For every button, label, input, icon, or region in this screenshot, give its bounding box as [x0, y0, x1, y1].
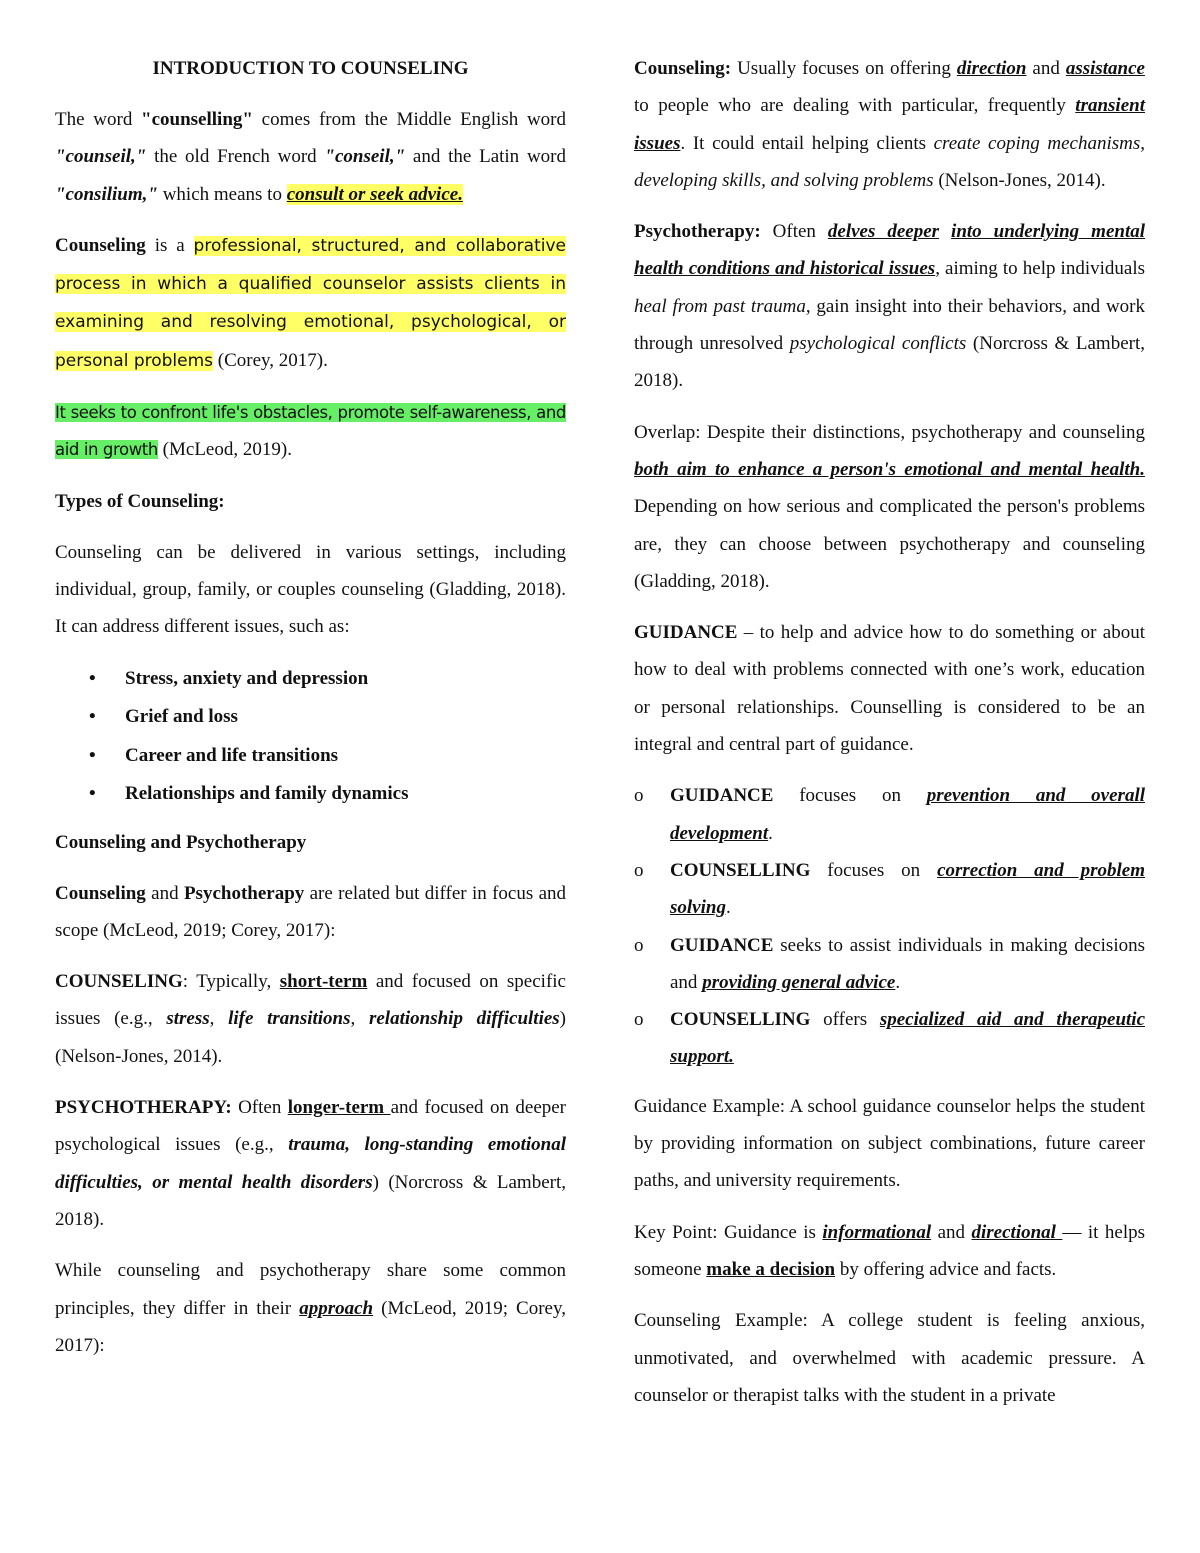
term-counselling: COUNSELLING: [670, 1009, 811, 1031]
term-emphasis: correction and problem solving: [670, 859, 1145, 919]
text-run: Usually focuses on offering: [731, 58, 957, 79]
counseling-description: [55, 963, 566, 1075]
term-counseil: "counseil,": [55, 146, 147, 168]
list-item: [634, 927, 1145, 1002]
approach-paragraph: [55, 1252, 566, 1364]
citation: (McLeod, 2019).: [157, 439, 292, 461]
term-both-aim: both aim to enhance a person's emotional and mental health.: [634, 458, 1145, 480]
highlight-consult-advice: consult or seek advice.: [286, 183, 463, 205]
text-run: are related but differ in focus and scope (McLeod, 2019; Corey, 2017):: [55, 882, 567, 941]
list-item: [89, 660, 566, 699]
types-paragraph: Counseling can be delivered in various settings, including individual, group, family, or couples counseling (Gladding, 2018). It can address different issues, such as:: [55, 541, 566, 638]
guidance-definition: [634, 614, 1145, 763]
list-item-label: Career and life transitions: [125, 744, 339, 766]
text-run: Key Point: Guidance is: [634, 1221, 823, 1243]
circle-bullet-icon: o: [634, 934, 644, 956]
list-item: [89, 737, 566, 776]
counseling-psychotherapy-heading: Counseling and Psychotherapy: [55, 831, 307, 853]
bullet-icon: •: [89, 667, 96, 689]
text-run: .: [725, 897, 731, 919]
term-underlying-conditions: into underlying mental health conditions and historical issues: [634, 221, 1146, 280]
types-heading: Types of Counseling:: [55, 490, 225, 512]
example-life-transitions: life transitions: [228, 1008, 351, 1030]
psychotherapy-focus-paragraph: [634, 213, 1145, 399]
text-run: to people who are dealing with particular, frequently: [634, 95, 1076, 117]
term-psychotherapy-caps: PSYCHOTHERAPY:: [55, 1097, 232, 1119]
term-counseling: Counseling:: [634, 58, 732, 79]
left-column: [55, 46, 566, 1378]
text-run: and: [931, 1221, 972, 1243]
text-run: is a: [145, 234, 194, 256]
term-approach: approach: [299, 1297, 374, 1319]
italic-coping-mechanisms: create coping mechanisms, developing skills, and solving problems: [634, 132, 1145, 191]
text-run: the old French word: [146, 146, 325, 168]
text-run: .: [895, 971, 901, 993]
text-run: , gain insight into their behaviors, and work through unresolved: [634, 295, 1145, 355]
highlight-definition: professional, structured, and collaborative process in which a qualified counselor assists clients in examining and resolving emotional, psychological, or personal problems: [55, 235, 566, 371]
circle-bullet-icon: o: [634, 785, 644, 807]
term-informational: informational: [822, 1221, 932, 1243]
text-run: offers: [810, 1009, 880, 1031]
citation: (Corey, 2017).: [213, 349, 328, 371]
term-conseil: "conseil,": [324, 146, 406, 168]
text-run: by offering advice and facts.: [835, 1258, 1057, 1280]
term-psychotherapy: Psychotherapy: [183, 882, 305, 904]
term-transient-issues: transient issues: [634, 95, 1145, 154]
term-counseling: Counseling: [55, 882, 146, 904]
example-stress: stress: [166, 1008, 210, 1030]
text-run: , aiming to help individuals: [935, 258, 1145, 280]
text-run: comes from the Middle English word: [252, 109, 566, 130]
term-counseling-caps: COUNSELING: [55, 971, 183, 993]
bullet-icon: •: [89, 744, 96, 766]
citation: (Norcross & Lambert, 2018).: [634, 333, 1146, 392]
purpose-paragraph: [55, 394, 566, 469]
term-longer-term: longer-term: [287, 1097, 391, 1119]
term-short-term: short-term: [279, 971, 368, 993]
text-run: which means to: [157, 183, 287, 205]
example-relationship-difficulties: relationship difficulties: [368, 1008, 560, 1030]
list-item-label: Stress, anxiety and depression: [125, 667, 369, 689]
citation: (McLeod, 2019; Corey, 2017):: [55, 1297, 566, 1356]
text-run: and: [1026, 58, 1066, 79]
definition-paragraph: [55, 227, 566, 380]
list-item: [634, 852, 1145, 927]
list-item: [89, 698, 566, 737]
text-run: The word: [55, 109, 142, 130]
list-item: [634, 777, 1146, 852]
term-delves-deeper: delves deeper: [827, 221, 940, 243]
bullet-icon: •: [89, 783, 96, 805]
list-item-label: Grief and loss: [125, 706, 238, 728]
highlight-purpose: It seeks to confront life's obstacles, promote self-awareness, and aid in growth: [55, 403, 566, 460]
text-run: and focused on specific issues (e.g.,: [55, 971, 566, 1030]
term-emphasis: providing general advice: [702, 971, 896, 993]
list-item: [634, 1001, 1145, 1076]
term-emphasis: prevention and overall development: [670, 785, 1146, 844]
document-title: INTRODUCTION TO COUNSELING: [152, 58, 469, 79]
text-run: focuses on: [773, 785, 927, 807]
guidance-vs-counselling-list: [634, 777, 1145, 1075]
text-run: Depending on how serious and complicated the person's problems are, they can choose between psychotherapy and counseling (Gladding, 2018).: [634, 496, 1145, 592]
term-make-a-decision: make a decision: [706, 1258, 836, 1280]
text-run: Often: [231, 1097, 288, 1119]
right-column: [634, 46, 1145, 1428]
psychotherapy-description: [55, 1089, 566, 1238]
guidance-example: Guidance Example: A school guidance counselor helps the student by providing information on subject combinations, future career paths, and university requirements.: [634, 1095, 1145, 1192]
term-guidance: GUIDANCE: [634, 622, 738, 644]
term-guidance: GUIDANCE: [670, 785, 774, 807]
etymology-paragraph: [55, 101, 566, 213]
term-consilium: "consilium,": [55, 183, 158, 205]
term-psychotherapy: Psychotherapy:: [634, 221, 761, 243]
citation: ) (Norcross & Lambert, 2018).: [55, 1171, 566, 1230]
text-run: While counseling and psychotherapy share some common principles, they differ in their: [55, 1260, 566, 1319]
text-run: focuses on: [810, 859, 938, 881]
text-run: and the Latin word: [405, 146, 566, 168]
counseling-example: Counseling Example: A college student is feeling anxious, unmotivated, and overwhelmed with academic pressure. A counselor or therapist talks with the student in a private: [634, 1310, 1145, 1406]
overlap-paragraph: [634, 414, 1145, 600]
text-run: — it helps someone: [634, 1221, 1145, 1280]
term-counselling: COUNSELLING: [670, 859, 811, 881]
term-directional: directional: [971, 1221, 1063, 1243]
term-emphasis: specialized aid and therapeutic support.: [670, 1009, 1145, 1068]
list-item: [89, 775, 566, 814]
term-counseling: Counseling: [55, 234, 146, 256]
bullet-icon: •: [89, 706, 96, 728]
term-direction: direction: [956, 58, 1027, 79]
text-run: . It could entail helping clients: [680, 132, 934, 154]
circle-bullet-icon: o: [634, 1009, 644, 1031]
counseling-focus-paragraph: [634, 50, 1145, 199]
text-run: [939, 221, 951, 242]
list-item-label: Relationships and family dynamics: [125, 783, 409, 805]
italic-heal-trauma: heal from past trauma: [634, 295, 806, 317]
text-run: Overlap: Despite their distinctions, psychotherapy and counseling: [634, 421, 1145, 443]
text-run: seeks to assist individuals in making decisions and: [670, 934, 1145, 993]
italic-psychological-conflicts: psychological conflicts: [789, 333, 967, 355]
term-guidance: GUIDANCE: [670, 934, 774, 956]
text-run: and: [145, 882, 184, 904]
text-run: – to help and advice how to do something or about how to deal with problems connected with one’s work, education or personal relationships. Counselling is considered to be an integral and central part of guidance.: [634, 622, 1145, 756]
term-counselling: "counselling": [141, 109, 253, 130]
text-run: Often: [760, 221, 828, 243]
comparison-paragraph: [55, 875, 566, 950]
text-run: and focused on deeper psychological issues (e.g.,: [55, 1097, 567, 1156]
text-run: : Typically,: [182, 971, 280, 993]
text-run: ,: [209, 1008, 229, 1030]
term-assistance: assistance: [1065, 58, 1145, 79]
key-point-paragraph: [634, 1214, 1145, 1289]
citation: ) (Nelson-Jones, 2014).: [55, 1008, 566, 1067]
citation: (Nelson-Jones, 2014).: [933, 169, 1106, 191]
text-run: ,: [350, 1008, 369, 1030]
issues-list: [55, 660, 566, 814]
text-run: .: [768, 822, 773, 844]
circle-bullet-icon: o: [634, 859, 644, 881]
examples-deep-issues: trauma, long-standing emotional difficulties, or mental health disorders: [55, 1134, 566, 1193]
